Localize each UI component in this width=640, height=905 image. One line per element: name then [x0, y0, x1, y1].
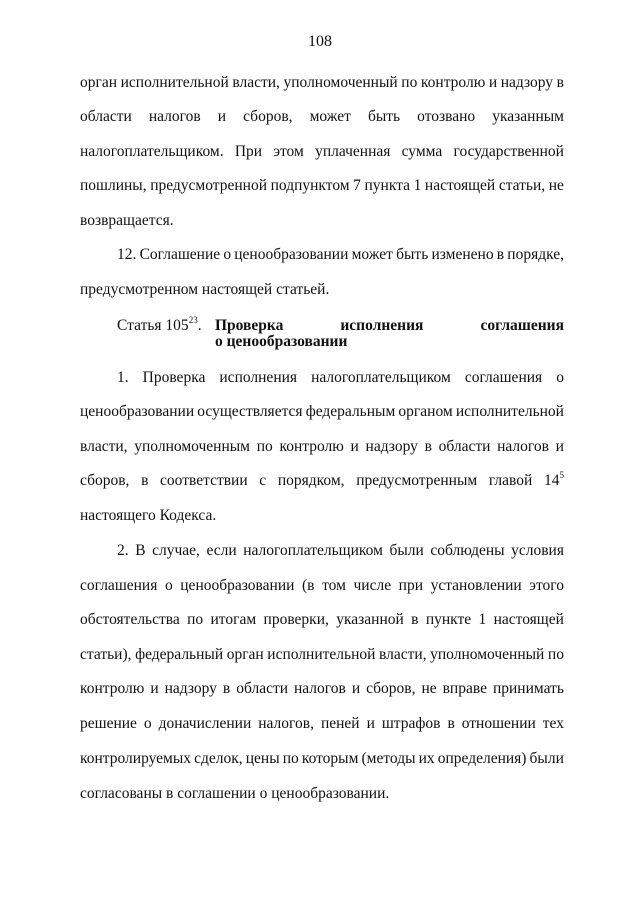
word: 12.	[117, 246, 137, 263]
word: в	[141, 472, 149, 489]
article-label: Статья $105^{23}$.	[117, 314, 202, 334]
word: исполнительной	[120, 74, 229, 91]
text-line: настоящего Кодекса.	[80, 507, 217, 524]
word: в	[411, 611, 419, 628]
word: и	[555, 438, 564, 455]
word: порядком,	[277, 472, 345, 489]
word: доначислении	[158, 715, 252, 732]
word: цены	[245, 750, 280, 767]
word: власти,	[232, 74, 280, 91]
word: и	[150, 680, 159, 697]
word: по	[547, 646, 564, 663]
word: 1	[478, 611, 487, 628]
word: в	[424, 438, 432, 455]
word: предусмотренным	[356, 472, 478, 489]
word: случае,	[152, 542, 200, 559]
word: проверки,	[263, 611, 329, 628]
word: органом	[398, 403, 453, 420]
word: указанным	[492, 108, 564, 125]
word: подпунктом	[270, 177, 350, 194]
word: власти,	[80, 438, 128, 455]
word: числе	[353, 577, 392, 594]
word: сборов,	[243, 108, 293, 125]
word: контролю	[420, 74, 486, 91]
word: налогоплательщиком.	[80, 143, 224, 160]
word: области	[80, 108, 132, 125]
text-line	[80, 107, 564, 127]
word: налогов,	[258, 715, 314, 732]
word: по	[282, 750, 299, 767]
word: федеральным	[305, 403, 396, 420]
word: (методы	[361, 750, 416, 767]
word: исполнительной	[455, 403, 564, 420]
word: соблюдены	[430, 542, 505, 559]
word: принимать	[492, 680, 564, 697]
word: условия	[511, 542, 564, 559]
word: исполнения	[219, 369, 298, 386]
word: решение	[80, 715, 137, 732]
word: предусмотренной	[150, 177, 268, 194]
word: области	[438, 438, 491, 455]
word: ценообразовании	[234, 246, 349, 263]
text-line	[80, 142, 564, 162]
word: В	[135, 542, 146, 559]
word: обстоятельства	[80, 611, 180, 628]
text-line	[117, 541, 564, 561]
word: определения)	[437, 750, 527, 767]
text-line	[80, 437, 564, 457]
word: области	[236, 680, 289, 697]
text-line	[80, 714, 564, 734]
text-line	[80, 610, 564, 630]
word: контролируемых	[80, 750, 192, 767]
word: о	[164, 577, 173, 594]
word: налогов	[148, 108, 201, 125]
word: изменено	[431, 246, 494, 263]
text-line	[80, 402, 564, 422]
word: по	[256, 438, 273, 455]
word: в	[496, 246, 505, 263]
word: (в	[302, 577, 315, 594]
word: установлении	[430, 577, 522, 594]
word: быть	[396, 246, 429, 263]
word: итогам	[210, 611, 257, 628]
word: указанной	[336, 611, 404, 628]
word: о	[556, 369, 564, 386]
word: этом	[273, 143, 304, 160]
text-line: предусмотренном настоящей статьей.	[80, 281, 330, 298]
chapter-ref: $14^5$	[543, 469, 564, 489]
word: власти,	[379, 646, 427, 663]
word: сумма	[401, 143, 443, 160]
text-line	[80, 73, 564, 93]
word: контролю	[80, 680, 145, 697]
word: статьи,	[498, 177, 546, 194]
word: налогоплательщиком	[243, 542, 383, 559]
word: соглашения	[464, 369, 543, 386]
word: соглашения	[480, 317, 564, 334]
word: Проверка	[215, 317, 284, 334]
word: Соглашение	[139, 246, 221, 263]
word: соглашения	[80, 577, 158, 594]
word: и	[217, 108, 227, 125]
word: отозвано	[417, 108, 476, 125]
text-line	[80, 471, 564, 491]
word: При	[234, 143, 263, 160]
word: которым	[301, 750, 359, 767]
word: может	[351, 246, 393, 263]
word: настоящей	[493, 611, 564, 628]
word: этого	[529, 577, 564, 594]
word: и	[488, 74, 498, 91]
word: были	[389, 542, 424, 559]
word: Проверка	[142, 369, 206, 386]
word: в	[222, 680, 231, 697]
word: вправе	[442, 680, 487, 697]
word: исполнения	[340, 317, 424, 334]
word: надзору	[164, 680, 217, 697]
word: в	[556, 74, 564, 91]
word: том	[322, 577, 346, 594]
word: ценообразовании	[180, 577, 295, 594]
word: статьи),	[80, 646, 132, 663]
text-line	[117, 368, 564, 388]
word: были	[529, 750, 564, 767]
word: пункте	[425, 611, 472, 628]
word: может	[309, 108, 351, 125]
word: государственной	[453, 143, 564, 160]
word: 7	[353, 177, 361, 194]
text-line	[80, 749, 564, 769]
word: если	[206, 542, 237, 559]
word: сборов,	[80, 472, 130, 489]
word: главой	[488, 472, 533, 489]
word: 1	[413, 177, 422, 194]
word: исполнительной	[267, 646, 376, 663]
text-line	[80, 176, 564, 196]
word: в	[447, 715, 455, 732]
word: о	[223, 246, 232, 263]
word: надзору	[365, 438, 418, 455]
word: уполномоченный	[430, 646, 545, 663]
word: орган	[80, 74, 118, 91]
word: соответствии	[160, 472, 248, 489]
word: при	[398, 577, 423, 594]
word: их	[418, 750, 435, 767]
word: штрафов	[381, 715, 441, 732]
word: федеральный	[135, 646, 224, 663]
word: сделок,	[194, 750, 243, 767]
word: и	[366, 715, 375, 732]
word: пункта	[364, 177, 410, 194]
text-line	[80, 645, 564, 665]
word: с	[259, 472, 267, 489]
word: не	[421, 680, 437, 697]
text-line: согласованы в соглашении о ценообразовании.	[80, 785, 390, 802]
word: 2.	[117, 542, 129, 559]
word: настоящей	[424, 177, 496, 194]
word: пеней	[320, 715, 360, 732]
article-title-continuation: о ценообразовании	[215, 333, 348, 350]
word: отношении	[461, 715, 536, 732]
word: осуществляется	[197, 403, 303, 420]
word: налогов	[294, 680, 346, 697]
word: быть	[367, 108, 401, 125]
word: по	[401, 74, 418, 91]
word: и	[350, 438, 359, 455]
word: орган	[226, 646, 264, 663]
word: уполномоченный	[283, 74, 398, 91]
word: порядке,	[507, 246, 564, 263]
word: 1.	[117, 369, 129, 386]
word: о	[143, 715, 152, 732]
word: уплаченная	[315, 143, 391, 160]
word: контролю	[279, 438, 344, 455]
word: и	[351, 680, 361, 697]
word: тех	[542, 715, 564, 732]
word: надзору	[500, 74, 554, 91]
word: сборов,	[366, 680, 416, 697]
word: по	[187, 611, 204, 628]
text-line	[80, 576, 564, 596]
word: налогоплательщиком	[311, 369, 451, 386]
page-number: 108	[308, 33, 332, 50]
word: не	[548, 177, 564, 194]
text-line	[80, 679, 564, 699]
text-line	[117, 245, 564, 265]
text-line: возвращается.	[80, 212, 174, 229]
word: уполномоченным	[134, 438, 250, 455]
word: пошлины,	[80, 177, 147, 194]
word: ценообразовании	[80, 403, 195, 420]
word: налогов	[497, 438, 549, 455]
